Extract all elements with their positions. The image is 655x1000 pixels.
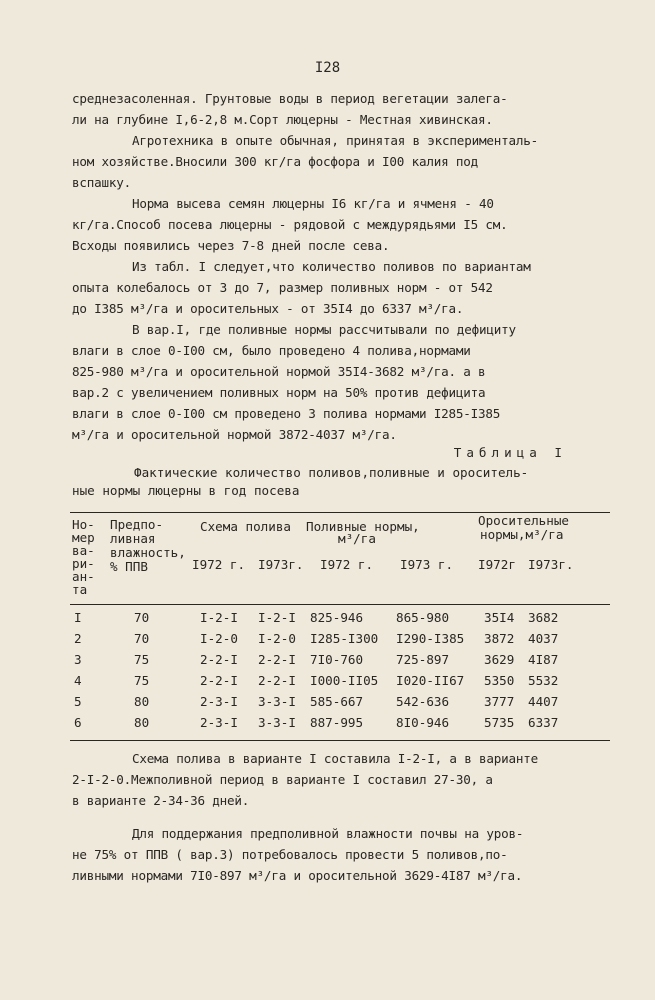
header-scheme-1973: I973г. xyxy=(258,557,304,572)
text-line: Норма высева семян люцерны I6 кг/га и ячменя - 40 xyxy=(132,196,494,211)
text-line: влаги в слое 0-I00 см проведено 3 полива нормами I285-I385 xyxy=(72,406,501,421)
text-line: ливными нормами 7I0-897 м³/га и оросительной 3629-4I87 м³/га. xyxy=(72,868,523,883)
table-row xyxy=(70,715,610,736)
header-text: ливная xyxy=(110,531,156,546)
table-row xyxy=(70,610,610,631)
cell-norm-1972: I000-II05 xyxy=(310,673,379,688)
cell-variant: I xyxy=(74,610,82,625)
header-scheme-1972: I972 г. xyxy=(192,557,246,572)
cell-water-1973: 4037 xyxy=(528,631,559,646)
header-text: влажность, xyxy=(110,545,186,560)
cell-norm-1973: 725-897 xyxy=(396,652,450,667)
cell-water-1972: 3872 xyxy=(484,631,515,646)
body-text-top xyxy=(72,88,607,445)
cell-scheme-1973: I-2-I xyxy=(258,610,296,625)
cell-moisture: 80 xyxy=(134,715,150,730)
header-text: Предпо- xyxy=(110,517,164,532)
header-water-1973: I973г. xyxy=(528,557,574,572)
text-line: м³/га и оросительной нормой 3872-4037 м³/га. xyxy=(72,427,397,442)
table-row xyxy=(70,673,610,694)
text-line: среднезасоленная. Грунтовые воды в период вегетации залега- xyxy=(72,91,508,106)
cell-scheme-1972: 2-3-I xyxy=(200,694,238,709)
cell-water-1972: 5350 xyxy=(484,673,515,688)
text-line: Всходы появились через 7-8 дней после сева. xyxy=(72,238,390,253)
text-line: не 75% от ППВ ( вар.3) потребовалось провести 5 поливов,по- xyxy=(72,847,508,862)
table-row xyxy=(70,631,610,652)
table-row xyxy=(70,652,610,673)
table-caption-block xyxy=(72,444,607,500)
text-line: В вар.I, где поливные нормы рассчитывали по дефициту xyxy=(132,322,516,337)
table-title: Таблица I xyxy=(453,445,567,460)
cell-water-1973: 4407 xyxy=(528,694,559,709)
text-line: ли на глубине I,6-2,8 м.Сорт люцерны - Местная хивинская. xyxy=(72,112,493,127)
header-text: ан- xyxy=(72,569,95,584)
cell-moisture: 70 xyxy=(134,631,150,646)
cell-norm-1973: I020-II67 xyxy=(396,673,465,688)
text-line: Для поддержания предполивной влажности почвы на уров- xyxy=(132,826,524,841)
table-bottom-rule xyxy=(70,740,610,741)
table-row xyxy=(70,694,610,715)
header-text: та xyxy=(72,582,88,597)
header-text: Но- xyxy=(72,517,95,532)
cell-water-1972: 35I4 xyxy=(484,610,515,625)
cell-norm-1973: 865-980 xyxy=(396,610,450,625)
table-header-rule xyxy=(70,604,610,605)
text-line: Из табл. I следует,что количество поливов по вариантам xyxy=(132,259,531,274)
header-text: мер xyxy=(72,530,95,545)
header-water-1972: I972г xyxy=(478,557,516,572)
cell-norm-1972: 887-995 xyxy=(310,715,364,730)
cell-scheme-1973: 2-2-I xyxy=(258,652,296,667)
cell-water-1972: 3629 xyxy=(484,652,515,667)
header-text: ри- xyxy=(72,556,95,571)
header-watering-norms: Оросительные xyxy=(478,513,569,528)
text-line: опыта колебалось от 3 до 7, размер поливных норм - от 542 xyxy=(72,280,493,295)
cell-variant: 4 xyxy=(74,673,82,688)
text-line: вар.2 с увеличением поливных норм на 50% против дефицита xyxy=(72,385,486,400)
cell-moisture: 80 xyxy=(134,694,150,709)
text-line: влаги в слое 0-I00 см, было проведено 4 полива,нормами xyxy=(72,343,471,358)
text-line: ном хозяйстве.Вносили 300 кг/га фосфора и I00 калия под xyxy=(72,154,479,169)
header-irrigation-norms: Поливные нормы, xyxy=(306,519,420,534)
cell-water-1973: 4I87 xyxy=(528,652,559,667)
cell-water-1973: 3682 xyxy=(528,610,559,625)
cell-moisture: 75 xyxy=(134,652,150,667)
paragraph-gap xyxy=(72,811,607,823)
cell-scheme-1973: I-2-0 xyxy=(258,631,296,646)
cell-scheme-1973: 3-3-I xyxy=(258,694,296,709)
cell-norm-1973: 542-636 xyxy=(396,694,450,709)
text-line: Агротехника в опыте обычная, принятая в эксперименталь- xyxy=(132,133,539,148)
cell-water-1972: 5735 xyxy=(484,715,515,730)
text-line: 825-980 м³/га и оросительной нормой 35I4-3682 м³/га. а в xyxy=(72,364,486,379)
cell-scheme-1972: 2-3-I xyxy=(200,715,238,730)
cell-water-1973: 5532 xyxy=(528,673,559,688)
cell-variant: 3 xyxy=(74,652,82,667)
text-line: до I385 м³/га и оросительных - от 35I4 до 6337 м³/га. xyxy=(72,301,464,316)
cell-scheme-1972: 2-2-I xyxy=(200,673,238,688)
cell-water-1972: 3777 xyxy=(484,694,515,709)
header-variant-number xyxy=(72,518,95,596)
cell-norm-1973: I290-I385 xyxy=(396,631,465,646)
cell-scheme-1973: 2-2-I xyxy=(258,673,296,688)
cell-moisture: 75 xyxy=(134,673,150,688)
cell-variant: 5 xyxy=(74,694,82,709)
cell-variant: 6 xyxy=(74,715,82,730)
table-caption-line: Фактические количество поливов,поливные и ороситель- xyxy=(134,465,529,480)
text-line: в варианте 2-34-36 дней. xyxy=(72,793,250,808)
cell-norm-1972: 825-946 xyxy=(310,610,364,625)
header-watering-norms-unit: нормы,м³/га xyxy=(480,527,564,542)
text-line: кг/га.Способ посева люцерны - рядовой с междурядьями I5 см. xyxy=(72,217,508,232)
body-text-bottom xyxy=(72,748,607,886)
header-moisture xyxy=(110,518,186,574)
cell-scheme-1972: I-2-0 xyxy=(200,631,238,646)
page-number: I28 xyxy=(314,60,341,76)
cell-water-1973: 6337 xyxy=(528,715,559,730)
cell-norm-1972: I285-I300 xyxy=(310,631,379,646)
header-irrigation-norms-unit: м³/га xyxy=(338,531,376,546)
cell-scheme-1972: 2-2-I xyxy=(200,652,238,667)
cell-scheme-1972: I-2-I xyxy=(200,610,238,625)
cell-norm-1972: 7I0-760 xyxy=(310,652,364,667)
header-irrigation-scheme: Схема полива xyxy=(200,519,291,534)
header-text: ва- xyxy=(72,543,95,558)
text-line: Схема полива в варианте I составила I-2-I, а в варианте xyxy=(132,751,539,766)
cell-norm-1973: 8I0-946 xyxy=(396,715,450,730)
irrigation-table xyxy=(70,506,610,742)
text-line: 2-I-2-0.Межполивной период в варианте I составил 27-30, а xyxy=(72,772,493,787)
header-norm-1973: I973 г. xyxy=(400,557,454,572)
cell-scheme-1973: 3-3-I xyxy=(258,715,296,730)
header-norm-1972: I972 г. xyxy=(320,557,374,572)
cell-moisture: 70 xyxy=(134,610,150,625)
text-line: вспашку. xyxy=(72,175,132,190)
cell-norm-1972: 585-667 xyxy=(310,694,364,709)
cell-variant: 2 xyxy=(74,631,82,646)
table-caption-line: ные нормы люцерны в год посева xyxy=(72,483,300,498)
header-text: % ППВ xyxy=(110,559,148,574)
